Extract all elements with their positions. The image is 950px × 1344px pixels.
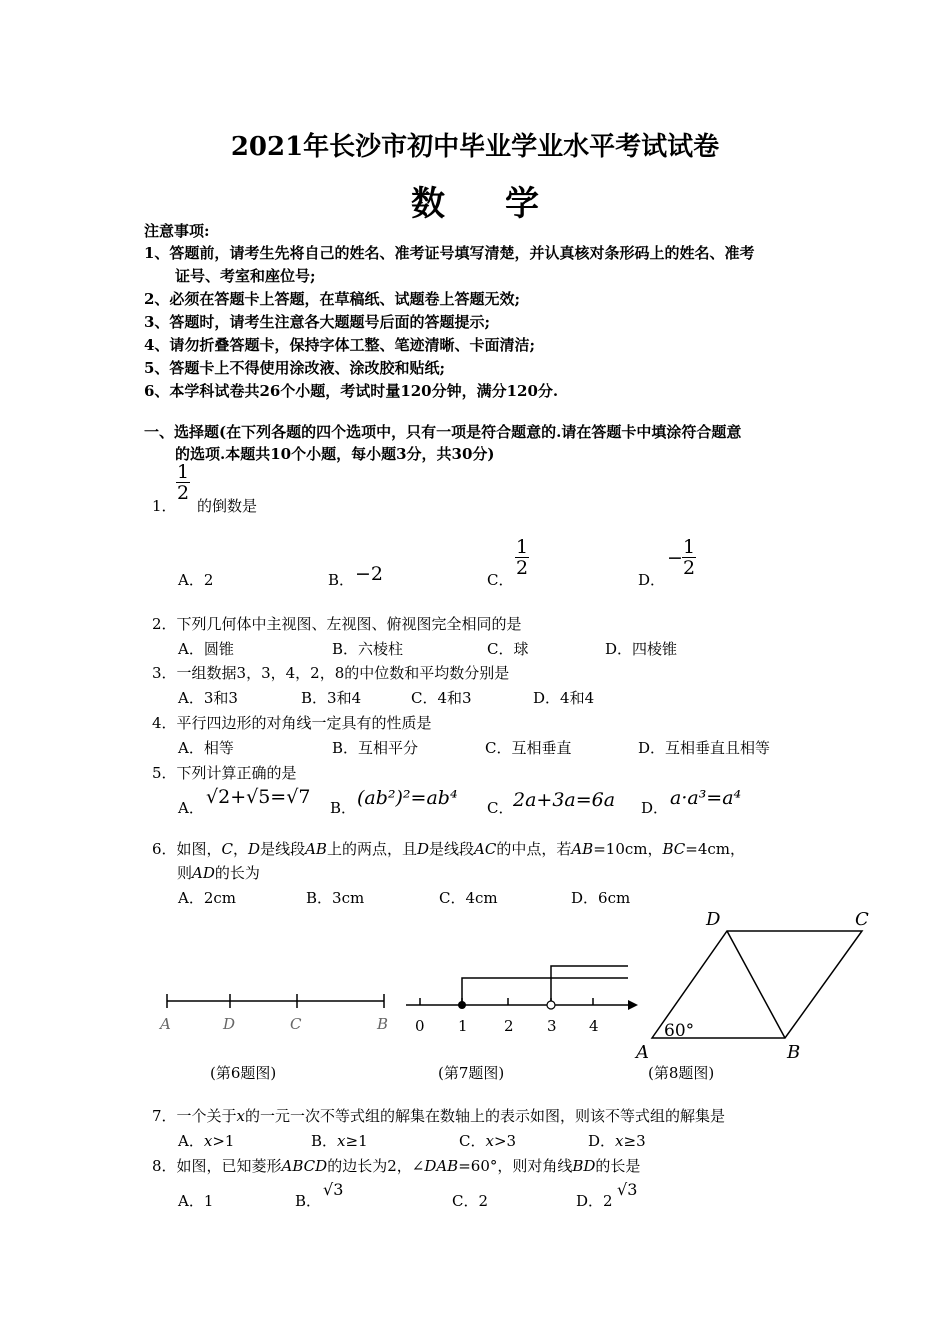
q6-var-bc: BC — [662, 840, 686, 858]
label-a: A — [160, 1015, 171, 1033]
q5-option-d-label: D． — [641, 799, 669, 817]
q1-option-d-fraction — [682, 537, 696, 578]
q8-var-dab: DAB — [424, 1157, 459, 1175]
q5-option-c-label: C． — [487, 799, 514, 817]
q6-text: 的长为 — [214, 864, 260, 882]
q7-text: 的一元一次不等式组的解集在数轴上的表示如图，则该不等式组的解集是 — [245, 1107, 726, 1125]
figure-7-number-line — [400, 960, 640, 1040]
vertex-b: B — [787, 1042, 801, 1063]
subject-title: 数学 — [411, 184, 599, 224]
q6-text: 的中点，若 — [496, 840, 572, 858]
tick-label-1: 1 — [458, 1017, 468, 1035]
q8-option-a: A．1 — [178, 1192, 214, 1210]
ray-from-3 — [551, 966, 628, 1005]
q1-d-den: 2 — [682, 557, 696, 579]
figure-6-segment — [155, 990, 395, 1040]
q8-text: =60°，则对角线 — [458, 1157, 573, 1175]
q7-b-rel: ≥1 — [345, 1132, 368, 1150]
q8-option-d-value: √3 — [617, 1180, 638, 1199]
q6-var-c: C — [221, 840, 234, 858]
q6-text: 上的两点，且 — [326, 840, 417, 858]
notice-item-5: 5、答题卡上不得使用涂改液、涂改胶和贴纸; — [144, 359, 445, 377]
q6-text: ， — [233, 840, 249, 858]
diagonal-bd — [727, 931, 785, 1038]
q5-option-a-expr: √2+√5=√7 — [206, 786, 311, 808]
section1-heading-cont: 的选项.本题共10个小题，每小题3分，共30分) — [175, 445, 495, 463]
notice-item-3: 3、答题时，请考生注意各大题题号后面的答题提示; — [144, 313, 490, 331]
notice-item-6: 6、本学科试卷共26个小题，考试时量120分钟，满分120分. — [144, 382, 559, 400]
notice-item-1-cont: 证号、考室和座位号; — [175, 267, 316, 285]
q7-a-label: A． — [178, 1132, 204, 1150]
label-c: C — [290, 1015, 302, 1033]
q7-stem — [152, 1105, 725, 1126]
q6-var-d: D — [248, 840, 261, 858]
q3-stem: 3．一组数据3，3，4，2，8的中位数和平均数分别是 — [152, 664, 510, 682]
q8-text: 8．如图，已知菱形 — [152, 1157, 282, 1175]
hollow-point-icon — [547, 1001, 555, 1009]
label-d: D — [223, 1015, 236, 1033]
q1-option-c-fraction — [515, 537, 529, 578]
q4-option-a: A．相等 — [178, 739, 234, 757]
q6-option-b: B．3cm — [306, 889, 365, 907]
q7-var-x: x — [203, 1132, 213, 1150]
q7-option-a — [178, 1130, 234, 1151]
q7-var-x: x — [236, 1107, 246, 1125]
q6-option-a: A．2cm — [178, 889, 237, 907]
q7-var-x: x — [615, 1132, 624, 1150]
q8-option-c: C．2 — [452, 1192, 489, 1210]
q7-option-d — [588, 1130, 646, 1151]
q1-option-b-value: −2 — [355, 563, 384, 585]
q6-stem-line2 — [177, 862, 260, 883]
q8-var-abcd: ABCD — [281, 1157, 328, 1175]
q6-var-d: D — [416, 840, 429, 858]
q7-text: 7．一个关于 — [152, 1107, 237, 1125]
q5-stem: 5．下列计算正确的是 — [152, 764, 297, 782]
q8-option-d-label: D．2 — [576, 1192, 613, 1210]
tick-label-0: 0 — [415, 1017, 425, 1035]
q6-var-ab: AB — [571, 840, 594, 858]
q4-option-c: C．互相垂直 — [485, 739, 572, 757]
q5-option-b-expr: (ab²)²=ab⁴ — [357, 787, 458, 809]
q8-stem — [152, 1155, 640, 1176]
ray-from-1 — [462, 978, 628, 1005]
q1-frac-num: 1 — [176, 461, 190, 483]
angle-label: 60° — [664, 1021, 695, 1041]
q1-c-num: 1 — [515, 536, 529, 558]
q7-d-label: D． — [588, 1132, 616, 1150]
q4-option-d: D．互相垂直且相等 — [638, 739, 771, 757]
q6-var-ac: AC — [474, 840, 497, 858]
figure-6-caption: (第6题图) — [210, 1064, 277, 1082]
q2-option-d: D．四棱锥 — [605, 640, 678, 658]
tick-label-4: 4 — [589, 1017, 599, 1035]
q7-option-b — [311, 1130, 368, 1151]
q7-d-rel: ≥3 — [623, 1132, 646, 1150]
figure-8-rhombus — [630, 905, 880, 1065]
q2-option-c: C．球 — [487, 640, 529, 658]
q4-stem: 4．平行四边形的对角线一定具有的性质是 — [152, 714, 432, 732]
q3-option-d: D．4和4 — [533, 689, 595, 707]
notice-heading: 注意事项: — [144, 222, 210, 240]
q6-text: 是线段 — [429, 840, 475, 858]
figure-7-caption: (第7题图) — [438, 1064, 505, 1082]
q3-option-c: C．4和3 — [411, 689, 472, 707]
q6-var-ad: AD — [192, 864, 215, 882]
q6-text: =4cm， — [685, 840, 746, 858]
q5-option-a-label: A． — [178, 799, 204, 817]
q3-option-b: B．3和4 — [301, 689, 362, 707]
q1-option-c-label: C． — [487, 571, 514, 589]
q1-frac-den: 2 — [176, 482, 190, 504]
q5-option-b-label: B． — [330, 799, 357, 817]
vertex-d: D — [706, 909, 721, 930]
q1-d-num: 1 — [682, 536, 696, 558]
q1-option-a: A．2 — [178, 571, 214, 589]
label-b: B — [377, 1015, 389, 1033]
q7-option-c — [459, 1130, 516, 1151]
q1-option-d-sign: − — [667, 547, 683, 569]
q7-var-x: x — [337, 1132, 346, 1150]
q8-option-b-label: B． — [295, 1192, 322, 1210]
q4-option-b: B．互相平分 — [332, 739, 419, 757]
q5-option-d-expr: a·a³=a⁴ — [670, 787, 742, 809]
section1-heading: 一、选择题(在下列各题的四个选项中，只有一项是符合题意的.请在答题卡中填涂符合题意 — [144, 423, 742, 441]
vertex-a: A — [636, 1042, 649, 1063]
q1-number: 1． — [152, 497, 177, 515]
q1-option-d-label: D． — [638, 571, 666, 589]
q7-var-x: x — [485, 1132, 494, 1150]
q7-a-rel: >1 — [212, 1132, 235, 1150]
q8-option-b-value: √3 — [323, 1180, 344, 1199]
q3-option-a: A．3和3 — [178, 689, 238, 707]
q6-option-c: C．4cm — [439, 889, 498, 907]
notice-item-2: 2、必须在答题卡上答题，在草稿纸、试题卷上答题无效; — [144, 290, 520, 308]
q1-fraction — [176, 462, 190, 503]
q2-option-a: A．圆锥 — [178, 640, 234, 658]
q1-stem: 的倒数是 — [197, 497, 258, 515]
q6-option-d: D．6cm — [571, 889, 631, 907]
vertex-c: C — [855, 909, 869, 930]
q6-text: 是线段 — [260, 840, 306, 858]
q1-c-den: 2 — [515, 557, 529, 579]
notice-item-1: 1、答题前，请考生先将自己的姓名、准考证号填写清楚，并认真核对条形码上的姓名、准考 — [144, 244, 755, 262]
exam-title: 2021年长沙市初中毕业学业水平考试试卷 — [230, 132, 720, 162]
q5-option-c-expr: 2a+3a=6a — [513, 789, 616, 811]
q1-option-b-label: B． — [328, 571, 355, 589]
q2-option-b: B．六棱柱 — [332, 640, 404, 658]
q7-b-label: B． — [311, 1132, 338, 1150]
q8-text: 的长是 — [595, 1157, 641, 1175]
q7-c-rel: >3 — [493, 1132, 517, 1150]
q2-stem: 2．下列几何体中主视图、左视图、俯视图完全相同的是 — [152, 615, 522, 633]
q8-var-bd: BD — [572, 1157, 596, 1175]
q8-text: 的边长为2，∠ — [327, 1157, 425, 1175]
solid-point-icon — [458, 1001, 466, 1009]
q6-stem-line1 — [152, 838, 745, 859]
figure-8-caption: (第8题图) — [648, 1064, 715, 1082]
tick-label-2: 2 — [504, 1017, 514, 1035]
q6-text: 则 — [177, 864, 193, 882]
notice-item-4: 4、请勿折叠答题卡，保持字体工整、笔迹清晰、卡面清洁; — [144, 336, 535, 354]
q7-c-label: C． — [459, 1132, 486, 1150]
q6-var-ab: AB — [305, 840, 327, 858]
q6-text: =10cm， — [593, 840, 663, 858]
q6-text: 6．如图， — [152, 840, 222, 858]
tick-label-3: 3 — [547, 1017, 557, 1035]
